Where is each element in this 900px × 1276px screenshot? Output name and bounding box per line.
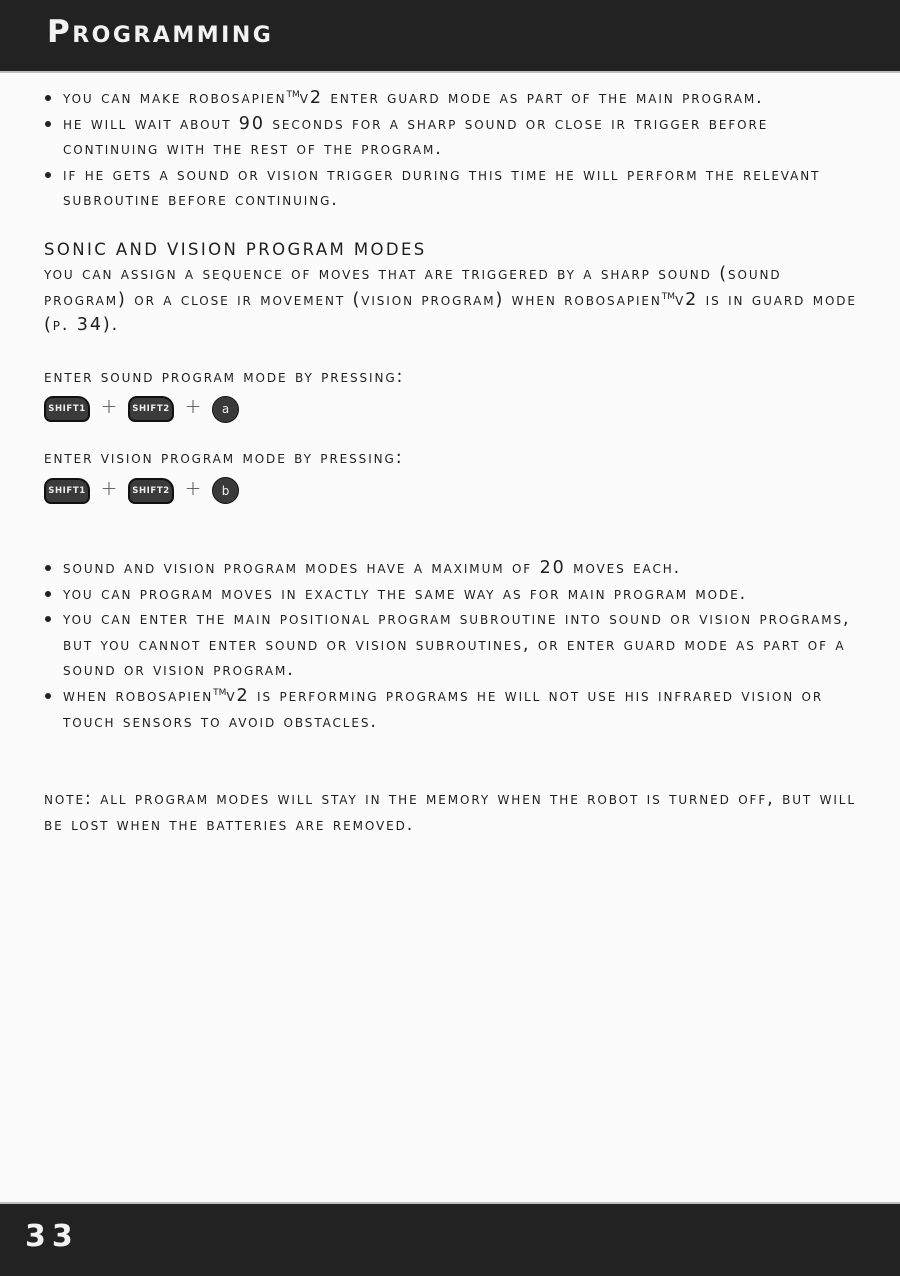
bullet-icon [45,95,51,101]
spacer [44,508,864,556]
plus-icon: + [184,475,202,500]
bullet-text-part: v2 is performing programs he will not use his infrared vision or touch sensors to avoid obstacles. [63,685,824,732]
list-item [44,582,864,608]
bullet-text: you can program moves in exactly the same way as for main program mode. [63,583,748,604]
page-title: Programming [47,14,274,50]
shift1-key-button[interactable]: SHIFT1 [44,478,90,504]
bullet-text: sound and vision program modes have a maximum of 20 moves each. [63,557,682,578]
paragraph-text-part: v2 is in guard mode (p. 34). [44,289,857,336]
bullet-text: you can enter the main positional program subroutine into sound or vision programs, but you cannot enter sound or vision subroutines, or enter guard mode as part of a sound or vision program. [63,609,851,681]
list-item [44,556,864,582]
trademark-mark: TM [661,291,676,302]
page-number: 33 [25,1219,79,1254]
bullet-icon [45,172,51,178]
list-item [44,684,864,735]
shift2-key-button[interactable]: SHIFT2 [128,478,174,504]
sound-program-label: enter sound program mode by pressing: [44,366,405,387]
bullet-icon [45,121,51,127]
bullet-icon [45,693,51,699]
page-content [44,86,864,838]
list-item [44,86,864,112]
vision-program-key-sequence [44,474,864,508]
bullet-text-part: when robosapien [63,685,214,706]
section-heading: SONIC AND VISION PROGRAM MODES [44,239,427,259]
bullet-icon [45,565,51,571]
bullet-text: if he gets a sound or vision trigger during this time he will perform the relevant subroutine before continuing. [63,164,821,211]
shift2-key-button[interactable]: SHIFT2 [128,396,174,422]
paragraph-text-part: you can assign a sequence of moves that are triggered by a sharp sound (sound program) or a close ir movement (vision program) when robosapien [44,263,782,310]
list-item [44,163,864,214]
trademark-mark: TM [213,687,227,698]
bullet-icon [45,591,51,597]
plus-icon: + [184,394,202,419]
shift1-key-button[interactable]: SHIFT1 [44,396,90,422]
sound-program-key-sequence [44,392,864,426]
bullet-text-part: you can make robosapien [63,88,287,108]
plus-icon: + [100,475,118,500]
header-bar [0,0,900,73]
trademark-mark: TM [286,90,300,100]
bullet-text: he will wait about 90 seconds for a sharp sound or close ir trigger before continuing with the rest of the program. [63,113,769,160]
footer-bar [0,1202,900,1276]
plus-icon: + [100,394,118,419]
list-item [44,607,864,684]
bullet-icon [45,616,51,622]
a-key-button[interactable]: a [212,396,239,423]
note-text: note: all program modes will stay in the memory when the robot is turned off, but will be lost when the batteries are removed. [44,789,856,835]
section-paragraph [44,262,864,339]
list-item [44,112,864,163]
bullet-text-part: v2 enter guard mode as part of the main program. [299,88,764,108]
mode-bullet-list [44,556,864,735]
intro-bullet-list [44,86,864,214]
b-key-button[interactable]: b [212,477,239,504]
vision-program-label: enter vision program mode by pressing: [44,448,404,469]
